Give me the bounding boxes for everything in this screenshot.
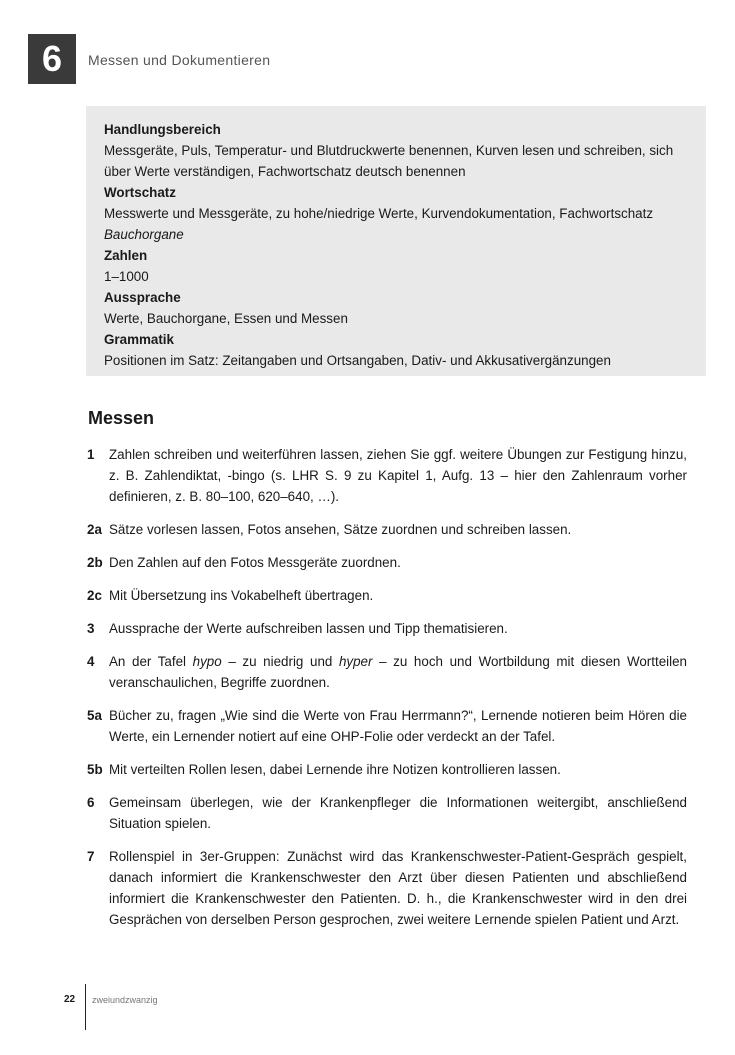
- task-number: 3: [87, 621, 95, 636]
- task-text: [109, 846, 687, 930]
- task-text-mid: – zu niedrig und: [221, 654, 339, 669]
- footer-divider: [85, 984, 86, 1030]
- task-text: [109, 618, 687, 639]
- task-item: [87, 519, 687, 540]
- task-text-pre: Mit verteilten Rollen lesen, dabei Lernende ihre Notizen kontrollieren lassen.: [109, 762, 561, 777]
- task-item: [87, 444, 687, 507]
- page-number: 22: [64, 994, 76, 1005]
- zahlen-text: 1–1000: [104, 269, 149, 284]
- task-text-pre: Den Zahlen auf den Fotos Messgeräte zuordnen.: [109, 555, 401, 570]
- chapter-number-badge: 6: [28, 34, 76, 84]
- task-number: 5a: [87, 708, 102, 723]
- task-text-post: – zu hoch und Wortbildung mit diesen Wortteilen veranschaulichen, Begriffe zuordnen.: [109, 654, 687, 690]
- wortschatz-label: Wortschatz: [104, 185, 176, 200]
- task-text-pre: Zahlen schreiben und weiterführen lassen, ziehen Sie ggf. weitere Übungen zur Festigung hinzu, z. B. Zahlendiktat, -bingo (s. LHR S. 9 zu Kapitel 1, Aufg. 13 – hier den Zahlenraum vorher definieren, z. B. 80–100, 620–640, …).: [109, 447, 687, 504]
- task-item: [87, 585, 687, 606]
- task-number: 6: [87, 795, 95, 810]
- task-item: [87, 705, 687, 747]
- task-text: [109, 651, 687, 693]
- task-text: [109, 705, 687, 747]
- task-number: 2b: [87, 555, 103, 570]
- task-text-pre: Bücher zu, fragen „Wie sind die Werte von Frau Herrmann?“, Lernende notieren beim Hören die Werte, ein Lernender notiert auf eine OHP-Folie oder verdeckt an der Tafel.: [109, 708, 687, 744]
- task-item: [87, 618, 687, 639]
- task-text: [109, 444, 687, 507]
- task-text: [109, 519, 687, 540]
- page-number-word: zweiundzwanzig: [92, 995, 158, 1005]
- task-text-pre: Aussprache der Werte aufschreiben lassen und Tipp thematisieren.: [109, 621, 508, 636]
- task-text-i2: hyper: [338, 654, 373, 669]
- task-item: [87, 846, 687, 930]
- task-text: [109, 552, 687, 573]
- task-text: [109, 585, 687, 606]
- task-text-i1: hypo: [192, 654, 222, 669]
- task-number: 4: [87, 654, 95, 669]
- task-number: 2a: [87, 522, 102, 537]
- handlungsbereich-label: Handlungsbereich: [104, 122, 221, 137]
- zahlen-label: Zahlen: [104, 248, 148, 263]
- task-list: [87, 444, 687, 942]
- task-text: [109, 792, 687, 834]
- aussprache-text: Werte, Bauchorgane, Essen und Messen: [104, 311, 348, 326]
- task-number: 2c: [87, 588, 102, 603]
- grammatik-text: Positionen im Satz: Zeitangaben und Ortsangaben, Dativ- und Akkusativergänzungen: [104, 353, 611, 368]
- task-text-pre: Gemeinsam überlegen, wie der Krankenpfleger die Informationen weitergibt, anschließend Situation spielen.: [109, 795, 687, 831]
- task-number: 1: [87, 447, 95, 462]
- task-text-pre: Sätze vorlesen lassen, Fotos ansehen, Sätze zuordnen und schreiben lassen.: [109, 522, 572, 537]
- section-heading: Messen: [88, 408, 155, 428]
- task-text-pre: Rollenspiel in 3er-Gruppen: Zunächst wird das Krankenschwester-Patient-Gespräch gespielt, danach informiert die Krankenschwester den Arzt über diesen Patienten und abschließend informiert die Krankenschwester den Patienten. D. h., die Krankenschwester wird in den drei Gesprächen von derselben Person gesprochen, zwei weitere Lernende spielen Patient und Arzt.: [109, 849, 687, 927]
- wortschatz-italic: Bauchorgane: [104, 227, 184, 242]
- task-text: [109, 759, 687, 780]
- aussprache-label: Aussprache: [104, 290, 181, 305]
- task-item: [87, 552, 687, 573]
- task-item: [87, 651, 687, 693]
- wortschatz-paragraph: [104, 203, 676, 245]
- task-number: 5b: [87, 762, 103, 777]
- handlungsbereich-text: Messgeräte, Puls, Temperatur- und Blutdruckwerte benennen, Kurven lesen und schreiben, sich über Werte verständigen, Fachwortschatz deutsch benennen: [104, 143, 674, 179]
- overview-content: [104, 119, 676, 371]
- wortschatz-text: Messwerte und Messgeräte, zu hohe/niedrige Werte, Kurvendokumentation, Fachwortschatz: [104, 206, 654, 221]
- grammatik-label: Grammatik: [104, 332, 174, 347]
- task-text-pre: An der Tafel: [109, 654, 193, 669]
- task-item: [87, 759, 687, 780]
- chapter-title: Messen und Dokumentieren: [88, 52, 271, 68]
- task-text-pre: Mit Übersetzung ins Vokabelheft übertragen.: [109, 588, 374, 603]
- task-item: [87, 792, 687, 834]
- task-number: 7: [87, 849, 95, 864]
